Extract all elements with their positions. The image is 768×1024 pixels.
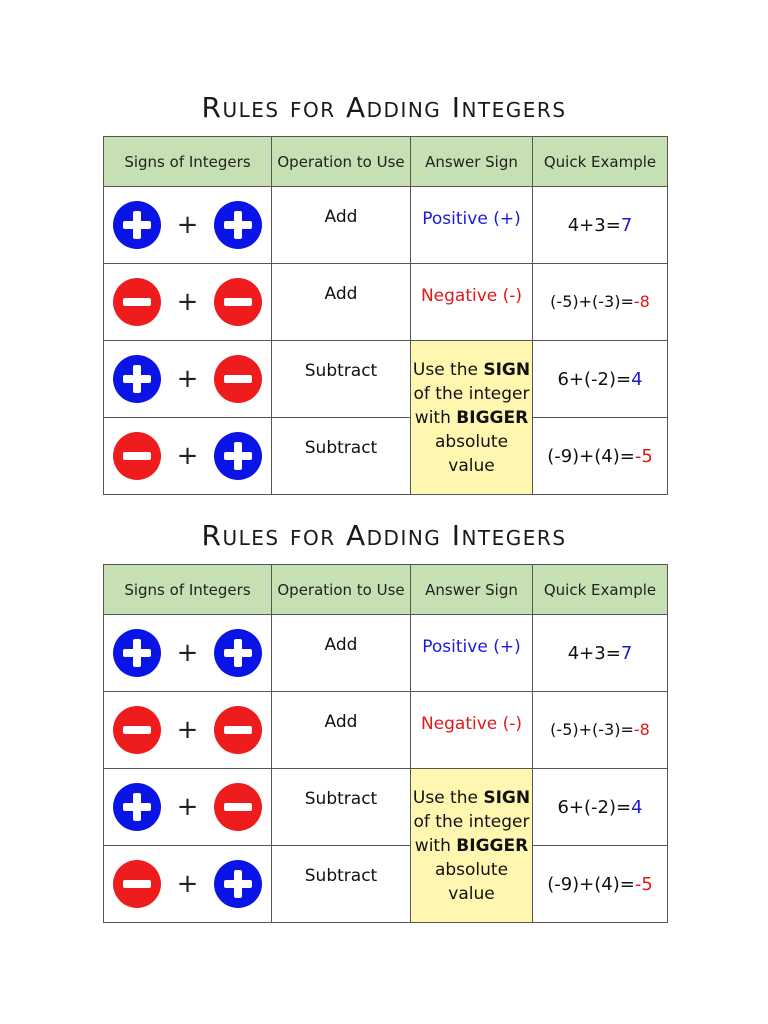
example-cell [533,264,668,341]
table-row [104,264,668,341]
operation-text: Add [324,712,358,732]
header-row [104,565,668,615]
answer-text: Positive (+) [422,637,521,657]
answer-cell [411,264,533,341]
table-row [104,418,668,495]
operation-cell [272,418,411,495]
example-text [557,369,642,390]
example-prefix: 6+(-2)= [557,796,632,818]
example-prefix: 4+3= [567,642,621,664]
merged-answer-cell [411,769,533,923]
example-cell [533,187,668,264]
operation-text: Subtract [304,789,378,809]
plus-icon [214,629,262,677]
example-text [547,874,653,895]
example-prefix: (-5)+(-3)= [550,292,634,311]
operation-cell [272,264,411,341]
answer-cell [411,187,533,264]
example-prefix: (-9)+(4)= [547,445,635,467]
plus-sign: + [176,638,199,668]
plus-icon [113,629,161,677]
header-signs: Signs of Integers [104,137,272,187]
example-result: -5 [634,445,653,467]
example-text [568,215,633,236]
plus-sign: + [176,210,199,240]
signs-cell [104,615,272,692]
table-row [104,615,668,692]
example-text [547,446,653,467]
answer-cell [411,615,533,692]
table-row [104,769,668,846]
signs-cell [104,846,272,923]
example-cell [533,692,668,769]
header-quick-example: Quick Example [533,565,668,615]
plus-icon [113,201,161,249]
example-result: 7 [620,214,633,236]
minus-icon [214,783,262,831]
plus-icon [214,432,262,480]
example-cell [533,418,668,495]
minus-icon [113,278,161,326]
table-row [104,187,668,264]
example-result: 4 [631,368,643,390]
example-prefix: (-5)+(-3)= [550,720,634,739]
table-row [104,692,668,769]
merged-line1-b: SIGN [483,359,531,380]
merged-line1-a: Use the [412,787,484,808]
plus-sign: + [176,287,199,317]
example-prefix: (-9)+(4)= [547,873,635,895]
merged-line1-b: SIGN [483,787,531,808]
header-operation: Operation to Use [272,565,411,615]
answer-text: Negative (-) [420,714,523,734]
merged-line3-a: with [414,835,457,856]
operation-cell [272,187,411,264]
operation-cell [272,846,411,923]
minus-icon [214,278,262,326]
plus-sign: + [176,441,199,471]
minus-icon [214,355,262,403]
plus-icon [214,860,262,908]
answer-cell [411,692,533,769]
operation-cell [272,615,411,692]
signs-cell [104,187,272,264]
plus-sign: + [176,792,199,822]
merged-answer-cell [411,341,533,495]
merged-line4: absolute value [434,431,509,476]
minus-icon [113,860,161,908]
minus-icon [214,706,262,754]
header-signs: Signs of Integers [104,565,272,615]
minus-icon [113,432,161,480]
example-prefix: 6+(-2)= [557,368,632,390]
operation-cell [272,341,411,418]
rules-table [103,564,668,923]
plus-icon [113,355,161,403]
merged-line4: absolute value [434,859,509,904]
example-prefix: 4+3= [567,214,621,236]
example-text [550,292,650,311]
header-operation: Operation to Use [272,137,411,187]
signs-cell [104,418,272,495]
plus-sign: + [176,869,199,899]
operation-cell [272,692,411,769]
header-quick-example: Quick Example [533,137,668,187]
example-result: -5 [634,873,653,895]
signs-cell [104,341,272,418]
example-cell [533,846,668,923]
operation-text: Subtract [304,361,378,381]
example-text [550,720,650,739]
signs-cell [104,769,272,846]
operation-text: Add [324,635,358,655]
answer-text: Positive (+) [422,209,521,229]
plus-icon [214,201,262,249]
example-result: -8 [633,292,650,311]
header-row [104,137,668,187]
rules-table [103,136,668,495]
signs-cell [104,692,272,769]
operation-text: Subtract [304,438,378,458]
merged-line1-a: Use the [412,359,484,380]
chart-title: Rules for Adding Integers [201,91,567,124]
header-answer-sign: Answer Sign [411,137,533,187]
chart-title: Rules for Adding Integers [201,519,567,552]
example-text [568,643,633,664]
plus-sign: + [176,364,199,394]
merged-line3-a: with [414,407,457,428]
example-cell [533,615,668,692]
plus-sign: + [176,715,199,745]
example-result: -8 [633,720,650,739]
plus-icon [113,783,161,831]
example-result: 4 [631,796,643,818]
signs-cell [104,264,272,341]
operation-cell [272,769,411,846]
example-cell [533,769,668,846]
operation-text: Subtract [304,866,378,886]
example-text [557,797,642,818]
merged-line3-b: BIGGER [456,835,529,856]
minus-icon [113,706,161,754]
header-answer-sign: Answer Sign [411,565,533,615]
example-result: 7 [620,642,633,664]
table-row [104,341,668,418]
merged-line2: of the integer [413,383,530,404]
operation-text: Add [324,284,358,304]
merged-line3-b: BIGGER [456,407,529,428]
operation-text: Add [324,207,358,227]
table-row [104,846,668,923]
example-cell [533,341,668,418]
merged-line2: of the integer [413,811,530,832]
answer-text: Negative (-) [420,286,523,306]
